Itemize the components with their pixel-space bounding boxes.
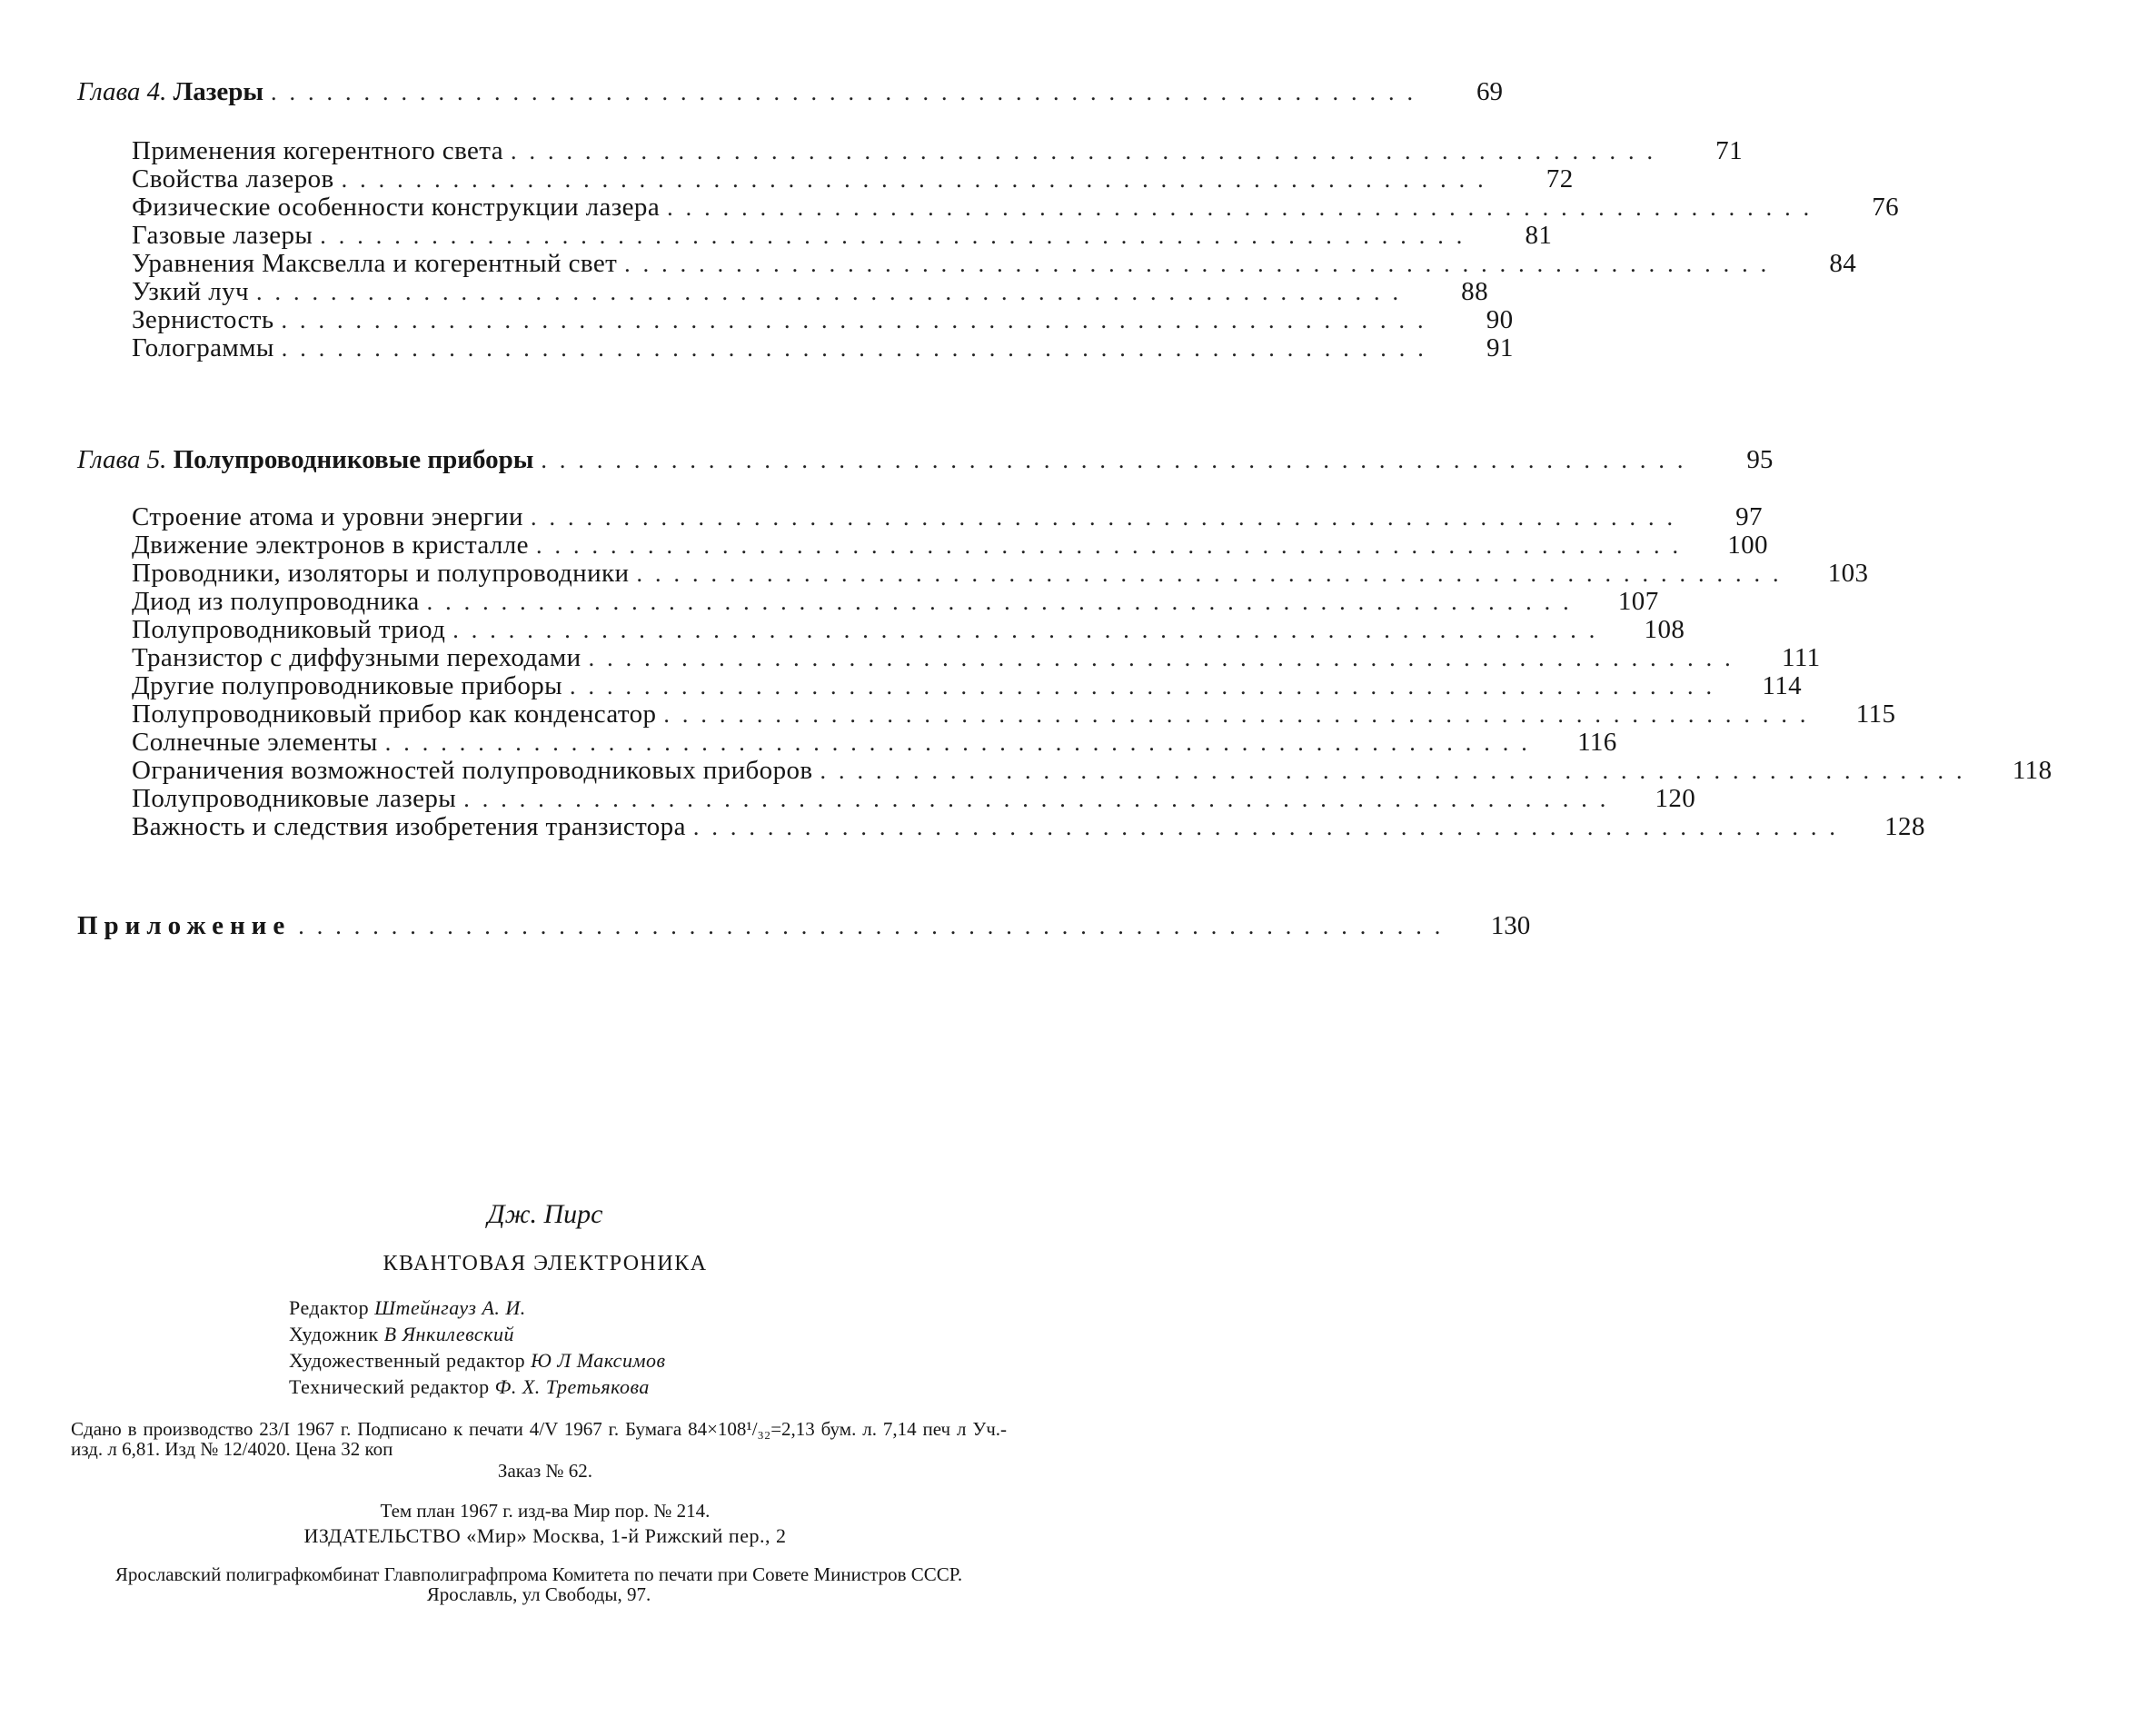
toc-entry	[0, 671, 1803, 700]
page-number: 120	[1655, 784, 1696, 813]
print-info: Сдано в производство 23/I 1967 г. Подписано к печати 4/V 1967 г. Бумага 84×108¹/₃₂=2,13 бум. л. 7,14 печ л Уч.-изд. л 6,81. Изд № 12/4020. Цена 32 коп	[71, 1418, 1007, 1460]
entry-title: Диод из полупроводника	[132, 587, 420, 616]
page-number: 128	[1884, 812, 1925, 841]
entry-title: Движение электронов в кристалле	[132, 531, 529, 560]
book-title: КВАНТОВАЯ ЭЛЕКТРОНИКА	[383, 1252, 708, 1275]
toc-chapter-5	[0, 445, 1774, 474]
toc-appendix	[0, 911, 1531, 940]
chapter-label: Глава 5.	[77, 445, 167, 474]
page-number: 88	[1461, 277, 1488, 306]
toc-entry	[0, 699, 1896, 729]
entry-title: Узкий луч	[132, 277, 249, 306]
page-number: 81	[1525, 221, 1553, 250]
author-name: Дж. Пирс	[487, 1199, 603, 1229]
toc-entry	[0, 559, 1869, 588]
leader-dots: ..............................................................	[530, 504, 1685, 531]
page-number: 107	[1617, 587, 1659, 616]
leader-dots: ..............................................................	[384, 729, 1540, 756]
entry-title: Полупроводниковые лазеры	[132, 784, 457, 813]
page-number: 118	[2012, 756, 2053, 785]
credit-person: Ю Л Максимов	[531, 1349, 666, 1372]
publisher-info: ИЗДАТЕЛЬСТВО «Мир» Москва, 1-й Рижский пер., 2	[303, 1524, 787, 1547]
credit-person: Штейнгауз А. И.	[374, 1296, 526, 1319]
leader-dots: ..............................................................	[463, 786, 1619, 812]
entry-title: Зернистость	[132, 305, 274, 334]
leader-dots: ..............................................................	[541, 447, 1696, 473]
appendix-title: Приложение	[77, 911, 292, 940]
credit-line	[289, 1323, 514, 1346]
entry-title: Другие полупроводниковые приборы	[132, 671, 563, 700]
toc-entry	[0, 164, 1574, 193]
chapter-label: Глава 4.	[77, 77, 167, 106]
entry-title: Ограничения возможностей полупроводниковых приборов	[132, 756, 813, 785]
chapter-title: Полупроводниковые приборы	[173, 445, 534, 474]
page-number: 90	[1486, 305, 1514, 334]
credit-person: Ф. Х. Третьякова	[494, 1375, 650, 1398]
leader-dots: ..............................................................	[426, 589, 1582, 615]
entry-title: Физические особенности конструкции лазера	[132, 193, 661, 222]
page-number: 71	[1715, 136, 1743, 165]
leader-dots: ..............................................................	[452, 617, 1608, 643]
toc-entry	[0, 643, 1821, 672]
page-number: 108	[1644, 615, 1685, 644]
toc-entry	[0, 221, 1553, 250]
page-number: 76	[1872, 193, 1900, 222]
toc-entry	[0, 333, 1514, 362]
leader-dots: ..............................................................	[820, 758, 1975, 784]
toc-entry	[0, 812, 1925, 841]
order-number: Заказ № 62.	[497, 1460, 593, 1482]
page-number: 116	[1577, 728, 1617, 757]
entry-title: Уравнения Максвелла и когерентный свет	[132, 249, 618, 278]
entry-title: Свойства лазеров	[132, 164, 334, 193]
entry-title: Транзистор с диффузными переходами	[132, 643, 581, 672]
leader-dots: ..............................................................	[588, 645, 1744, 671]
toc-entry	[0, 136, 1743, 165]
leader-dots: ..............................................................	[320, 223, 1476, 249]
leader-dots: ..............................................................	[271, 79, 1426, 105]
leader-dots: ..............................................................	[255, 279, 1411, 305]
page-number: 69	[1476, 77, 1503, 106]
entry-title: Применения когерентного света	[132, 136, 503, 165]
page-number: 103	[1827, 559, 1869, 588]
entry-title: Голограммы	[132, 333, 274, 362]
toc-entry	[0, 193, 1900, 222]
leader-dots: ..............................................................	[281, 335, 1436, 362]
page-number: 111	[1782, 643, 1821, 672]
page-number: 72	[1546, 164, 1574, 193]
leader-dots: ..............................................................	[667, 194, 1823, 221]
page-number: 97	[1735, 502, 1763, 531]
leader-dots: ..............................................................	[281, 307, 1436, 333]
credit-role: Художник	[289, 1323, 379, 1345]
toc-entry	[0, 728, 1617, 757]
toc-entry	[0, 531, 1768, 560]
leader-dots: ..............................................................	[298, 913, 1454, 939]
toc-entry	[0, 587, 1659, 616]
page-number: 91	[1486, 333, 1514, 362]
toc-entry	[0, 502, 1763, 531]
entry-title: Полупроводниковый прибор как конденсатор	[132, 699, 657, 729]
toc-entry	[0, 305, 1514, 334]
credit-person: В Янкилевский	[383, 1323, 514, 1345]
leader-dots: ..............................................................	[535, 532, 1691, 559]
entry-title: Газовые лазеры	[132, 221, 313, 250]
credit-line	[289, 1296, 526, 1320]
page-number: 84	[1829, 249, 1857, 278]
toc-chapter-4	[0, 77, 1503, 106]
page-number: 95	[1746, 445, 1774, 474]
credit-line	[289, 1375, 650, 1399]
entry-title: Солнечные элементы	[132, 728, 378, 757]
leader-dots: ..............................................................	[636, 560, 1792, 587]
leader-dots: ..............................................................	[624, 251, 1780, 277]
credit-role: Технический редактор	[289, 1375, 490, 1398]
toc-entry	[0, 756, 2053, 785]
leader-dots: ..............................................................	[570, 673, 1725, 699]
leader-dots: ..............................................................	[663, 701, 1819, 728]
entry-title: Строение атома и уровни энергии	[132, 502, 523, 531]
printer-info: Ярославский полиграфкомбинат Главполиграфпрома Комитета по печати при Совете Министров СССР. Ярославль, ул Свободы, 97.	[114, 1563, 963, 1605]
page-number: 100	[1727, 531, 1768, 560]
toc-entry	[0, 277, 1488, 306]
toc-entry	[0, 615, 1685, 644]
leader-dots: ..............................................................	[692, 814, 1848, 840]
plan-info: Тем план 1967 г. изд-ва Мир пор. № 214.	[380, 1500, 711, 1522]
credit-role: Редактор	[289, 1296, 370, 1319]
entry-title: Полупроводниковый триод	[132, 615, 446, 644]
page-number: 130	[1490, 911, 1531, 940]
toc-entry	[0, 249, 1857, 278]
chapter-title: Лазеры	[173, 77, 263, 106]
entry-title: Важность и следствия изобретения транзистора	[132, 812, 686, 841]
entry-title: Проводники, изоляторы и полупроводники	[132, 559, 630, 588]
leader-dots: ..............................................................	[510, 138, 1665, 164]
page-number: 115	[1855, 699, 1896, 729]
leader-dots: ..............................................................	[341, 166, 1496, 193]
toc-entry	[0, 784, 1696, 813]
page-number: 114	[1762, 671, 1803, 700]
credit-line	[289, 1349, 666, 1373]
credit-role: Художественный редактор	[289, 1349, 526, 1372]
